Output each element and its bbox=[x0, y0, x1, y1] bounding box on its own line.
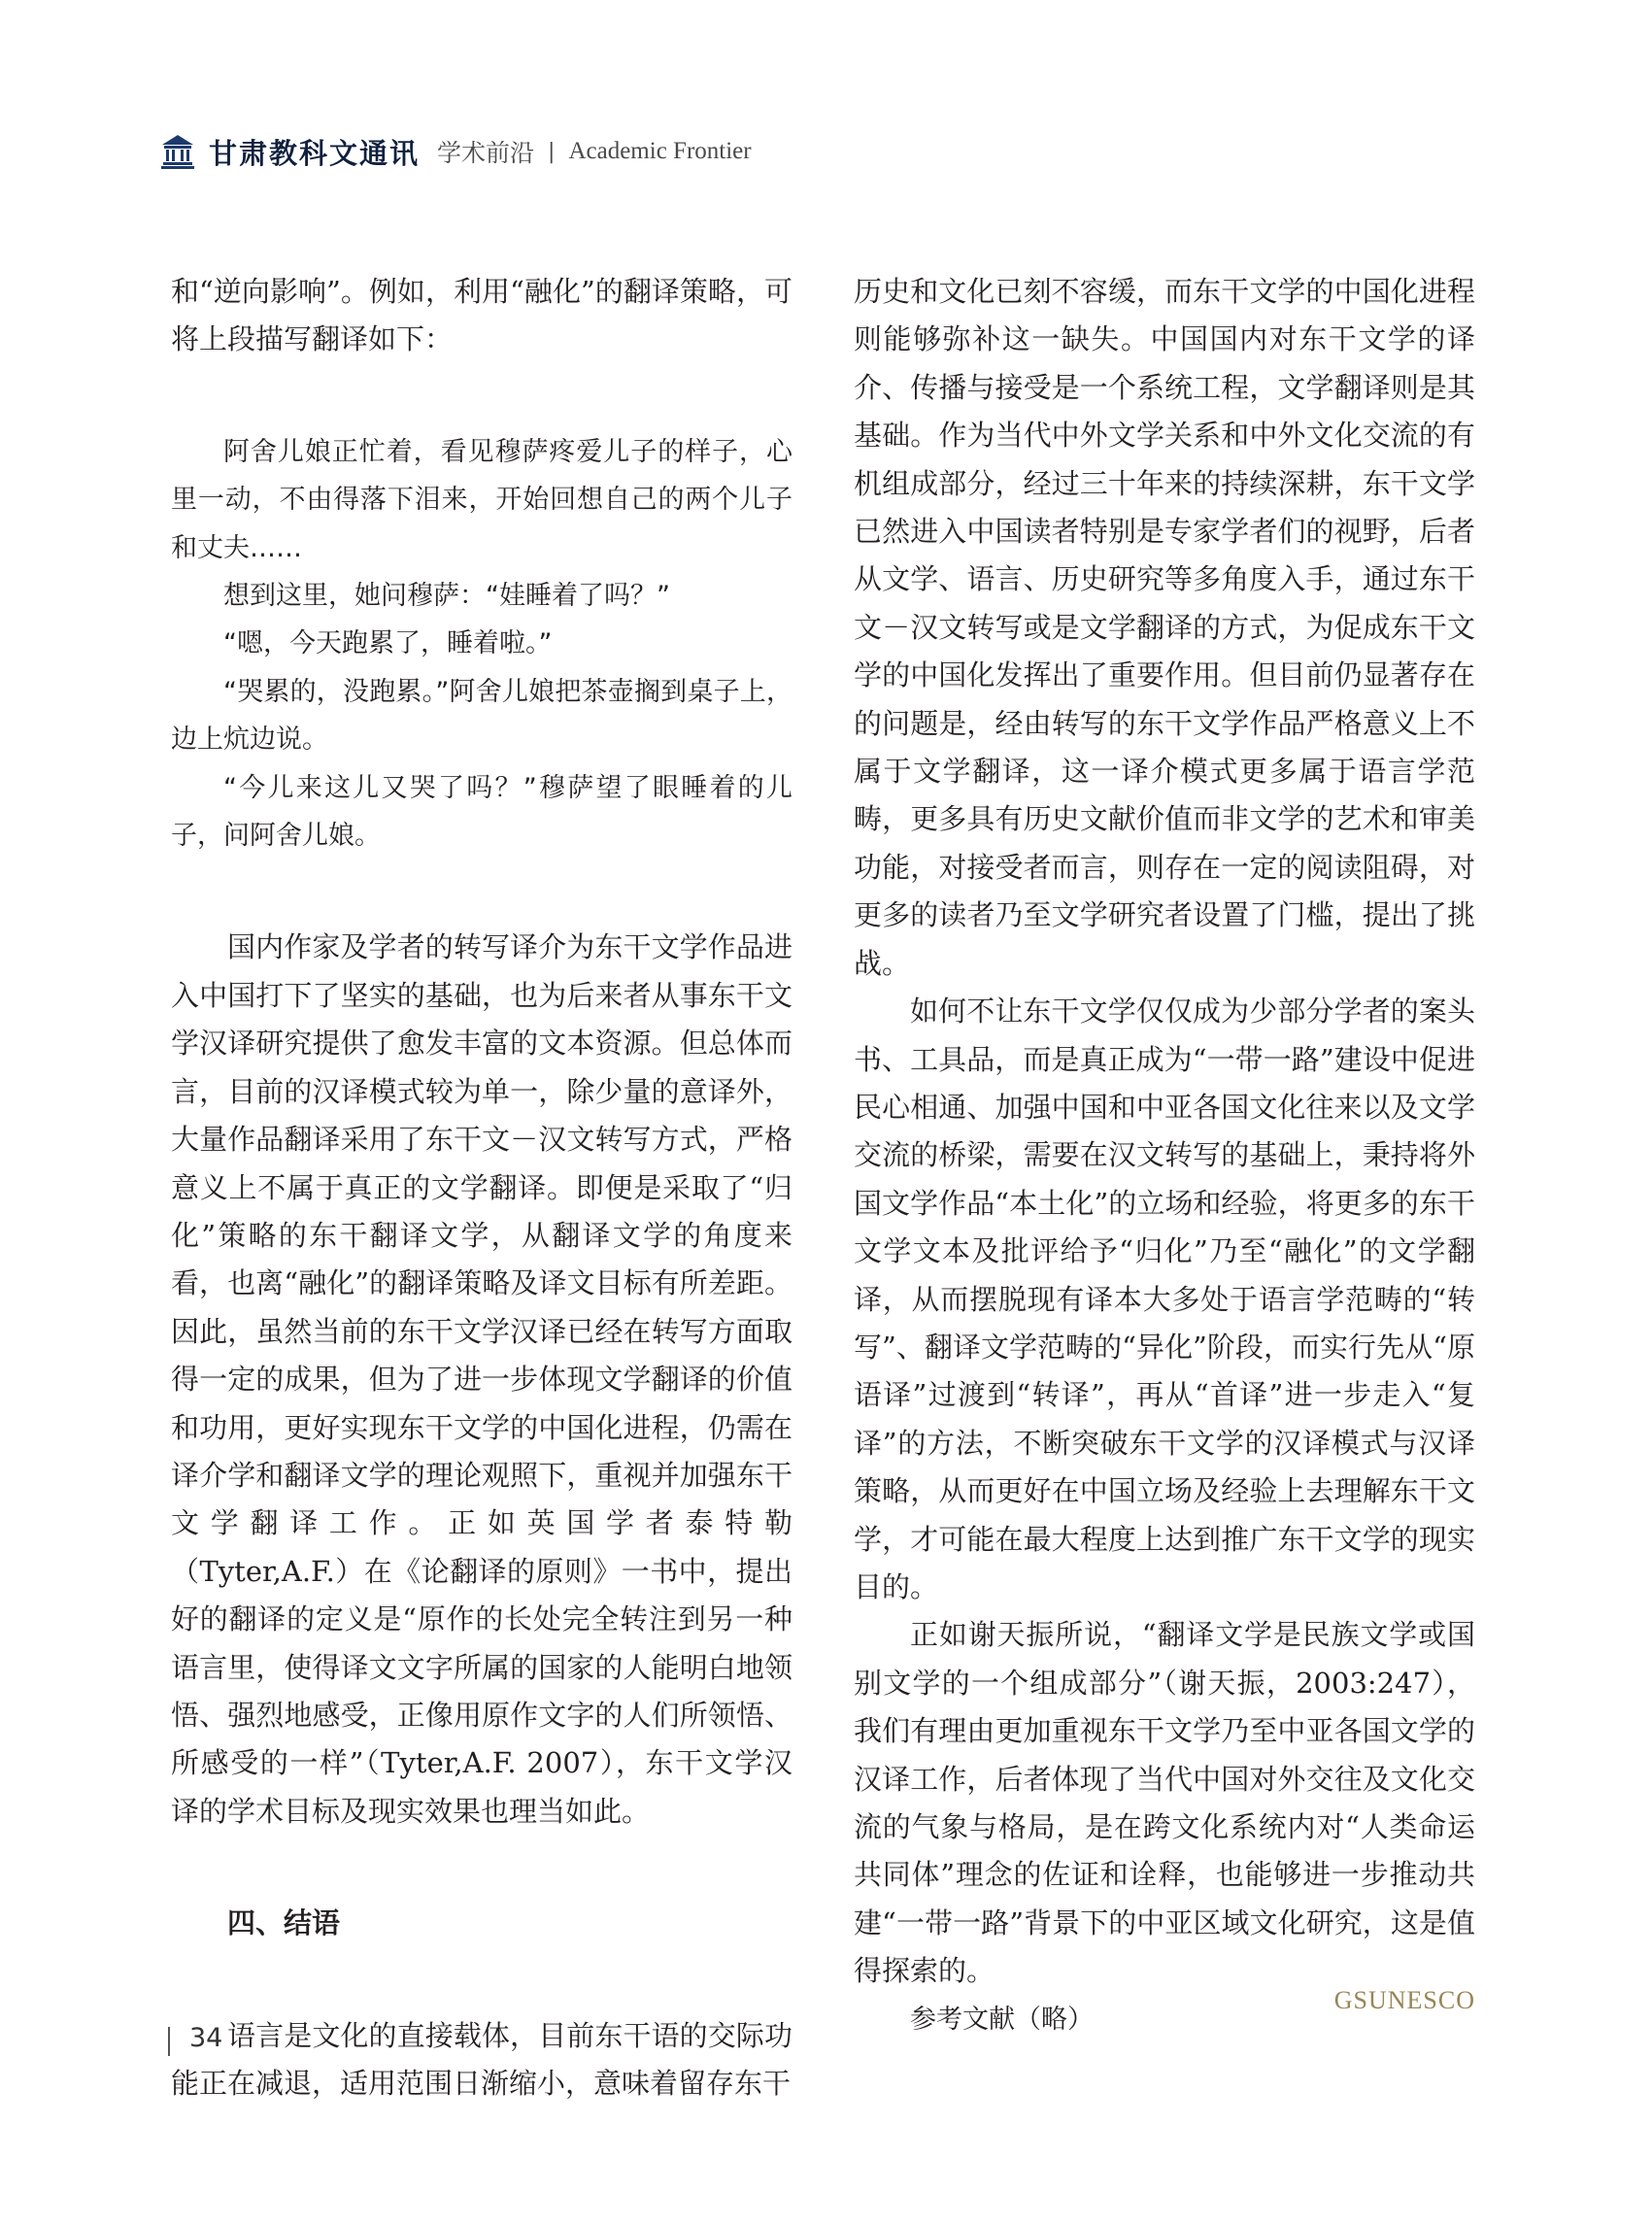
section-heading: 四、结语 bbox=[227, 1906, 341, 1940]
header-divider: | bbox=[548, 139, 556, 164]
page-number-bar bbox=[168, 2027, 170, 2056]
footer-brand: GSUNESCO bbox=[1333, 1986, 1475, 2014]
quote-line-3: “嗯，今天跑累了，睡着啦。” bbox=[223, 628, 553, 659]
references-note: 参考文献（略） bbox=[910, 2004, 1094, 2035]
quote-line-2: 想到这里，她问穆萨：“娃睡着了吗？” bbox=[223, 581, 670, 612]
left-column bbox=[171, 268, 792, 2107]
section-name-english: Academic Frontier bbox=[568, 138, 752, 164]
spacer bbox=[171, 1948, 792, 2012]
quote-line-1: 阿舍儿娘正忙着，看见穆萨疼爱儿子的样子，心里一动，不由得落下泪来，开始回想自己的两个儿子和丈夫…… bbox=[171, 436, 792, 563]
spacer bbox=[171, 1836, 792, 1900]
paragraph-3: 正如谢天振所说，“翻译文学是民族文学或国别文学的一个组成部分”（谢天振，2003:247），我们有理由更加重视东干文学乃至中亚各国文学的汉译工作，后者体现了当代中国对外交往及文化交流的气象与格局，是在跨文化系统内对“人类命运共同体”理念的佐证和诠释，也能够进一步推动共建“一带一路”背景下的中亚区域文化研究，这是值得探索的。 bbox=[854, 1618, 1475, 1988]
page-header bbox=[160, 128, 752, 175]
paragraph-intro: 和“逆向影响”。例如，利用“融化”的翻译策略，可将上段描写翻译如下： bbox=[171, 275, 792, 356]
paragraph-main: 国内作家及学者的转写译介为东干文学作品进入中国打下了坚实的基础，也为后来者从事东干文学汉译研究提供了愈发丰富的文本资源。但总体而言，目前的汉译模式较为单一，除少量的意译外，大量作品翻译采用了东干文－汉文转写方式，严格意义上不属于真正的文学翻译。即便是采取了“归化”策略的东干翻译文学，从翻译文学的角度来看，也离“融化”的翻译策略及译文目标有所差距。因此，虽然当前的东干文学汉译已经在转写方面取得一定的成果，但为了进一步体现文学翻译的价值和功用，更好实现东干文学的中国化进程，仍需在译介学和翻译文学的理论观照下，重视并加强东干文学翻译工作。正如英国学者泰特勒（Tyter,A.F.）在《论翻译的原则》一书中，提出好的翻译的定义是“原作的长处完全转注到另一种语言里，使得译文文字所属的国家的人能明白地领悟、强烈地感受，正像用原作文字的人们所领悟、所感受的一样”（Tyter,A.F. 2007），东干文学汉译的学术目标及现实效果也理当如此。 bbox=[171, 930, 792, 1828]
paragraph-2: 如何不让东干文学仅仅成为少部分学者的案头书、工具品，而是真正成为“一带一路”建设中促进民心相通、加强中国和中亚各国文化往来以及文学交流的桥梁，需要在汉文转写的基础上，秉持将外国文学作品“本土化”的立场和经验，将更多的东干文学文本及批评给予“归化”乃至“融化”的文学翻译，从而摆脱现有译本大多处于语言学范畴的“转写”、翻译文学范畴的“异化”阶段，而实行先从“原语译”过渡到“转译”，再从“首译”进一步走入“复译”的方法，不断突破东干文学的汉译模式与汉译策略，从而更好在中国立场及经验上去理解东干文学，才可能在最大程度上达到推广东干文学的现实目的。 bbox=[854, 995, 1475, 1603]
quote-line-4: “哭累的，没跑累。”阿舍儿娘把茶壶搁到桌子上，边上炕边说。 bbox=[171, 676, 792, 756]
paragraph-continued: 历史和文化已刻不容缓，而东干文学的中国化进程则能够弥补这一缺失。中国国内对东干文学的译介、传播与接受是一个系统工程，文学翻译则是其基础。作为当代中外文学关系和中外文化交流的有机组成部分，经过三十年来的持续深耕，东干文学已然进入中国读者特别是专家学者们的视野，后者从文学、语言、历史研究等多角度入手，通过东干文－汉文转写或是文学翻译的方式，为促成东干文学的中国化发挥出了重要作用。但目前仍显著存在的问题是，经由转写的东干文学作品严格意义上不属于文学翻译，这一译介模式更多属于语言学范畴，更多具有历史文献价值而非文学的艺术和审美功能，对接受者而言，则存在一定的阅读阻碍，对更多的读者乃至文学研究者设置了门槛，提出了挑战。 bbox=[854, 275, 1475, 980]
page-number: 34 bbox=[189, 2023, 223, 2053]
unesco-temple-logo-icon bbox=[160, 133, 195, 170]
quote-line-5: “今儿来这儿又哭了吗？”穆萨望了眼睡着的儿子，问阿舍儿娘。 bbox=[171, 772, 792, 852]
paragraph-conclusion: 语言是文化的直接载体，目前东干语的交际功能正在减退，适用范围日渐缩小，意味着留存东干 bbox=[171, 2018, 792, 2100]
right-column bbox=[854, 268, 1475, 2043]
journal-title: 甘肃教科文通讯 bbox=[209, 136, 421, 170]
spacer bbox=[171, 860, 792, 924]
spacer bbox=[171, 364, 792, 428]
section-name: 学术前沿 bbox=[437, 139, 535, 167]
